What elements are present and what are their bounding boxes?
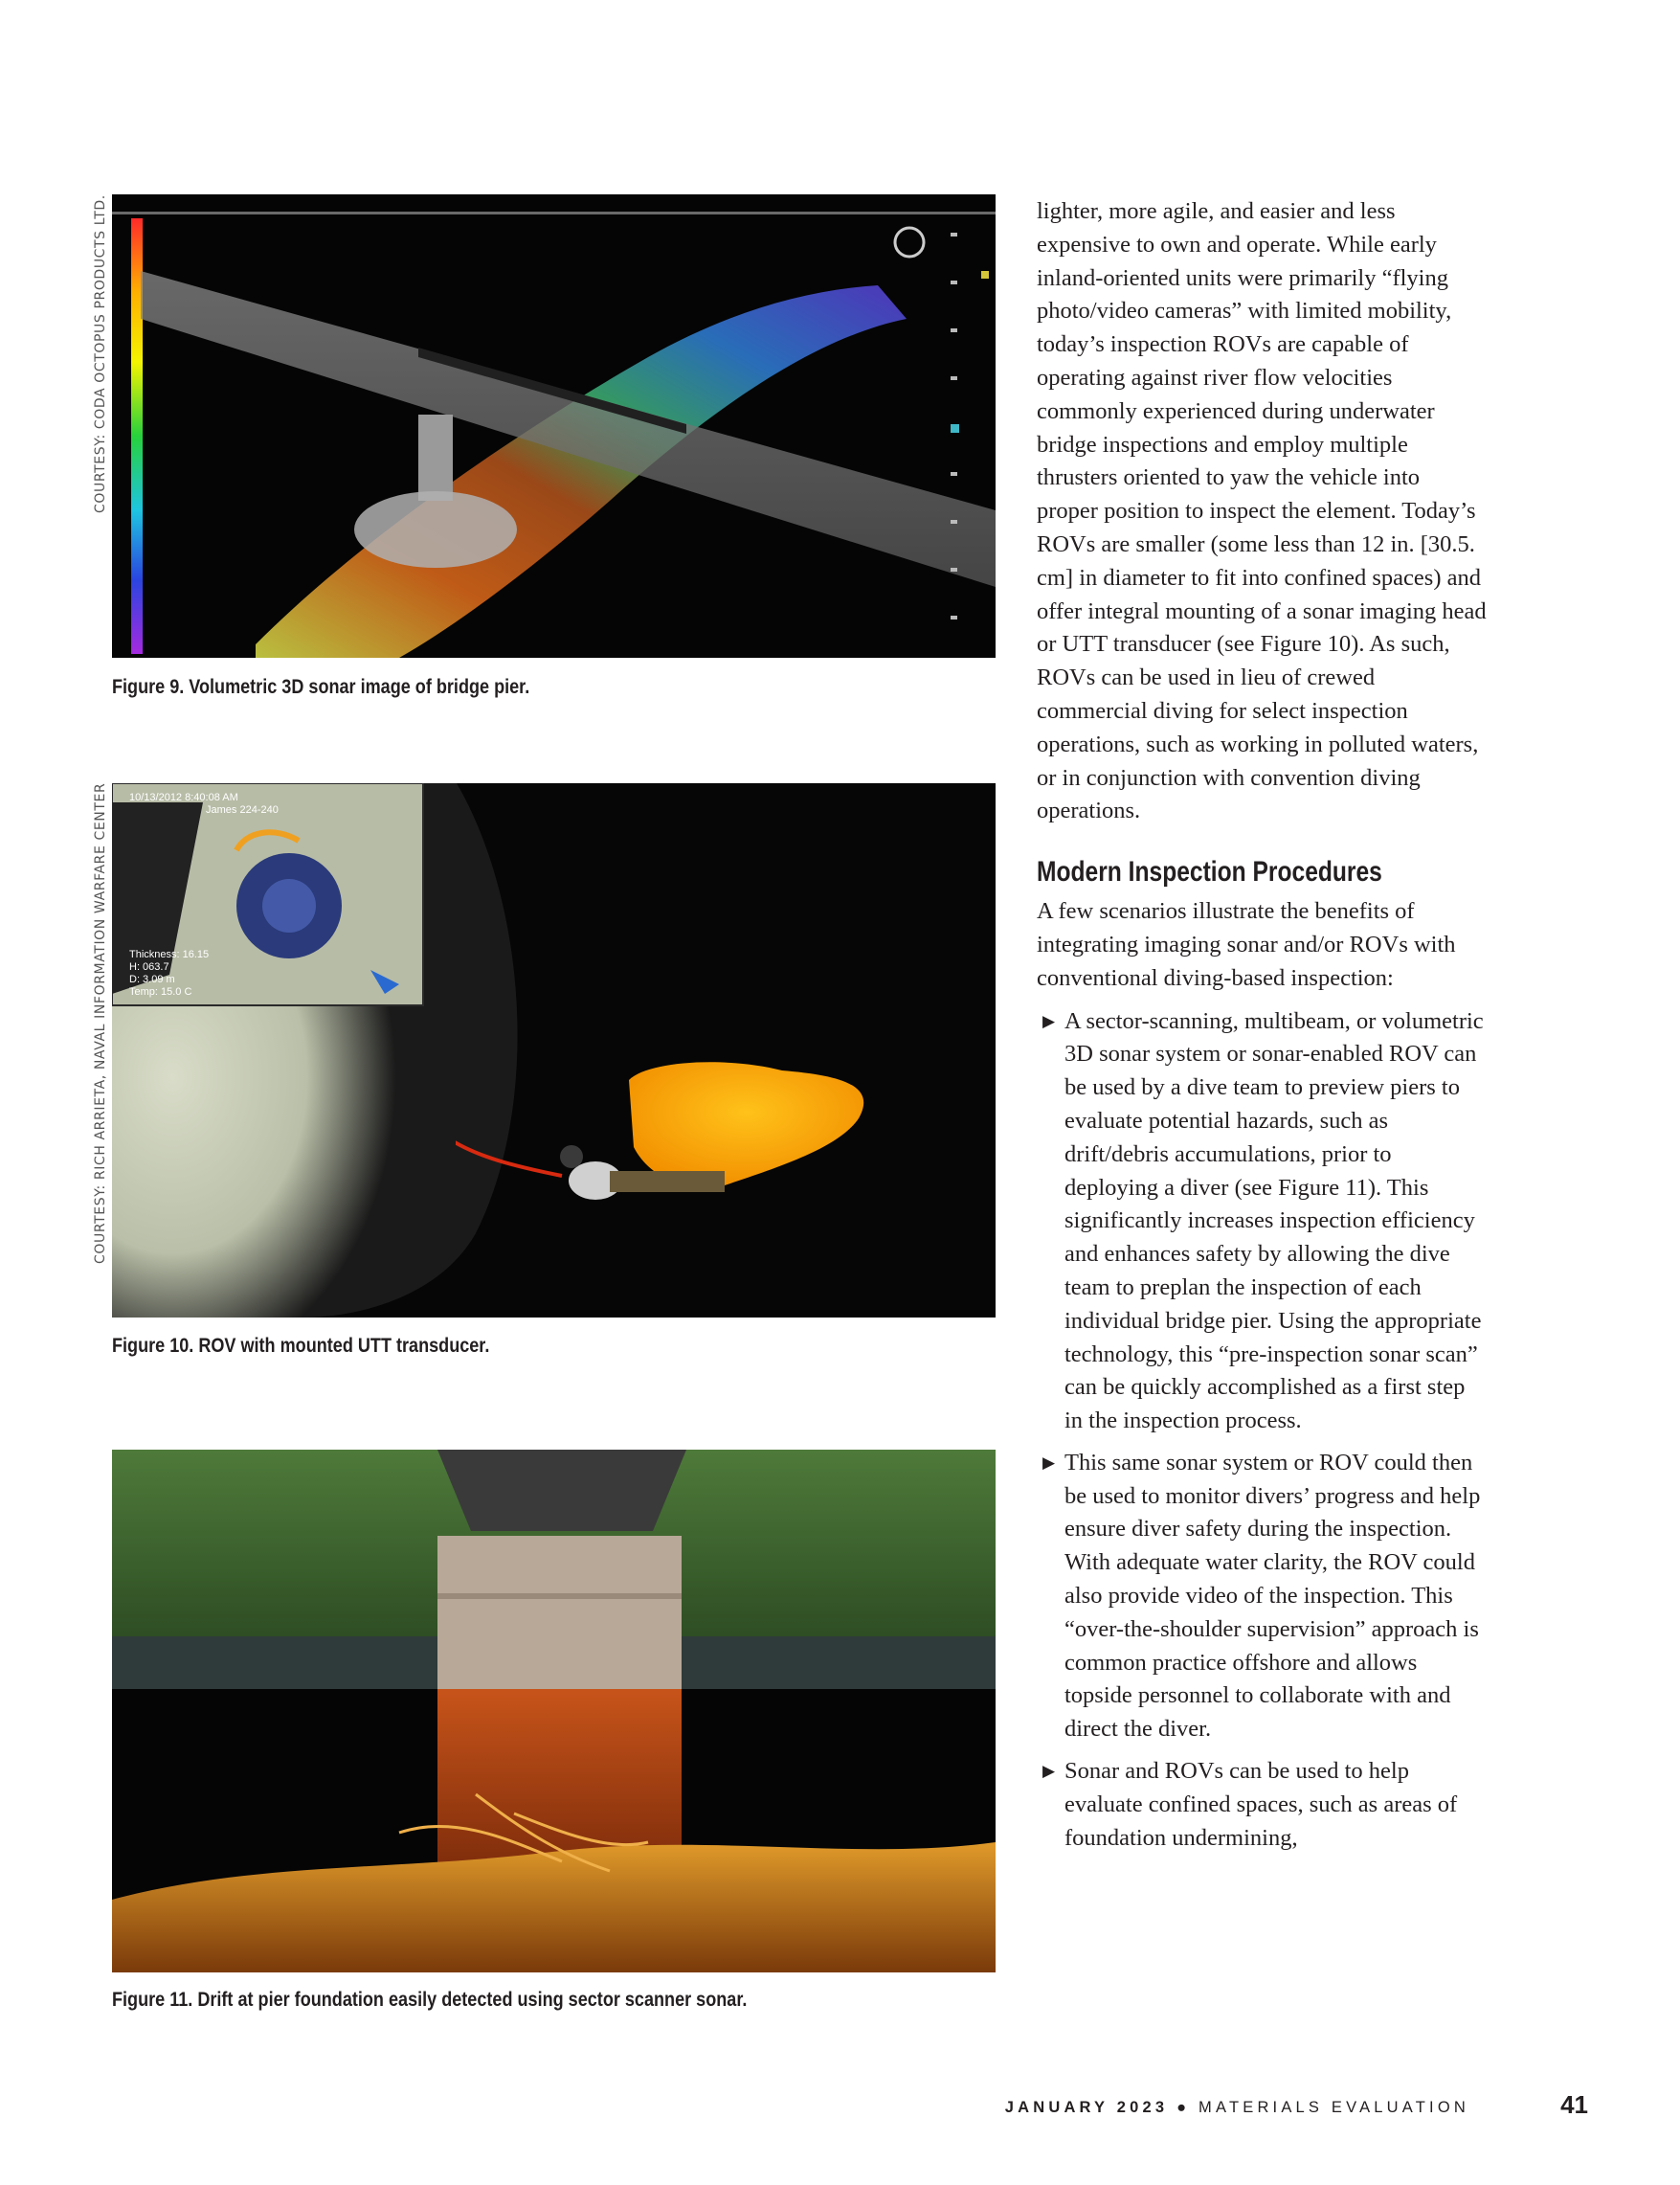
figure-10-caption: Figure 10. ROV with mounted UTT transducer. <box>112 1335 490 1357</box>
list-item <box>1037 1447 1487 1746</box>
section-intro-paragraph: A few scenarios illustrate the benefits of integrating imaging sonar and/or ROVs with conventional diving-based inspection: <box>1037 898 1456 991</box>
intro-paragraph: lighter, more agile, and easier and less expensive to own and operate. While early inland-oriented units were primarily “flying photo/video cameras” with limited mobility, today’s inspection ROVs are capable of operating against river flow velocities commonly experienced during underwater bridge inspections and employ multiple thrusters oriented to yaw the vehicle into proper position to inspect the element. Today’s ROVs are smaller (some less than 12 in. [30.5. cm] in diameter to fit into confined spaces) and offer integral mounting of a sonar imaging head or UTT transducer (see Figure 10). As such, ROVs can be used in lieu of crewed commercial diving for select inspection operations, such as working in polluted waters, or in conjunction with convention diving operations. <box>1037 198 1487 824</box>
figure-11-caption: Figure 11. Drift at pier foundation easily detected using sector scanner sonar. <box>112 1989 748 2011</box>
bullet-arrow-icon: ▶ <box>1042 1011 1056 1030</box>
list-item-text: Sonar and ROVs can be used to help evaluate confined spaces, such as areas of foundation undermining, <box>1064 1758 1458 1851</box>
article-text-column <box>1037 195 1487 1863</box>
page-number: 41 <box>1560 2090 1588 2119</box>
bullet-arrow-icon: ▶ <box>1042 1762 1056 1781</box>
section-heading: Modern Inspection Procedures <box>1037 856 1382 889</box>
footer-separator-icon: ● <box>1176 2099 1191 2116</box>
bullet-arrow-icon: ▶ <box>1042 1453 1056 1472</box>
list-item-text: A sector-scanning, multibeam, or volumetric 3D sonar system or sonar-enabled ROV can be used by a dive team to preview piers to evaluate potential hazards, such as drift/debris accumulations, prior to deploying a diver (see Figure 11). This significantly increases inspection efficiency and enhances safety by allowing the dive team to preplan the inspection of each individual bridge pier. Using the appropriate technology, this “pre-inspection sonar scan” can be quickly accomplished as a first step in the inspection process. <box>1064 1007 1484 1434</box>
overlay-id: James 224-240 <box>206 804 279 816</box>
figure-9-sonar-image <box>112 194 996 658</box>
overlay-thickness: Thickness: 16.15 <box>129 949 210 960</box>
figure-10-rov-image <box>112 783 996 1318</box>
footer-issue: JANUARY 2023 <box>1004 2099 1169 2116</box>
overlay-temp: Temp: 15.0 C <box>129 986 192 998</box>
overlay-heading: H: 063.7 <box>129 961 169 973</box>
list-item <box>1037 1755 1487 1855</box>
figure-9-caption: Figure 9. Volumetric 3D sonar image of bridge pier. <box>112 676 530 698</box>
overlay-depth: D: 3.09 m <box>129 974 175 985</box>
list-item-text: This same sonar system or ROV could then be used to monitor divers’ progress and help ensure diver safety during the inspection. With adequate water clarity, the ROV could also provide video of the inspection. This “over-the-shoulder supervision” approach is common practice offshore and allows topside personnel to collaborate with and direct the diver. <box>1064 1449 1481 1743</box>
list-item <box>1037 1005 1487 1438</box>
footer-issue-magazine <box>1005 2099 1469 2117</box>
footer-magazine-name: MATERIALS EVALUATION <box>1198 2099 1469 2116</box>
overlay-datetime: 10/13/2012 8:40:08 AM <box>129 792 238 803</box>
bullet-list <box>1037 1005 1487 1856</box>
figure-11-sonar-image <box>112 1450 996 1972</box>
